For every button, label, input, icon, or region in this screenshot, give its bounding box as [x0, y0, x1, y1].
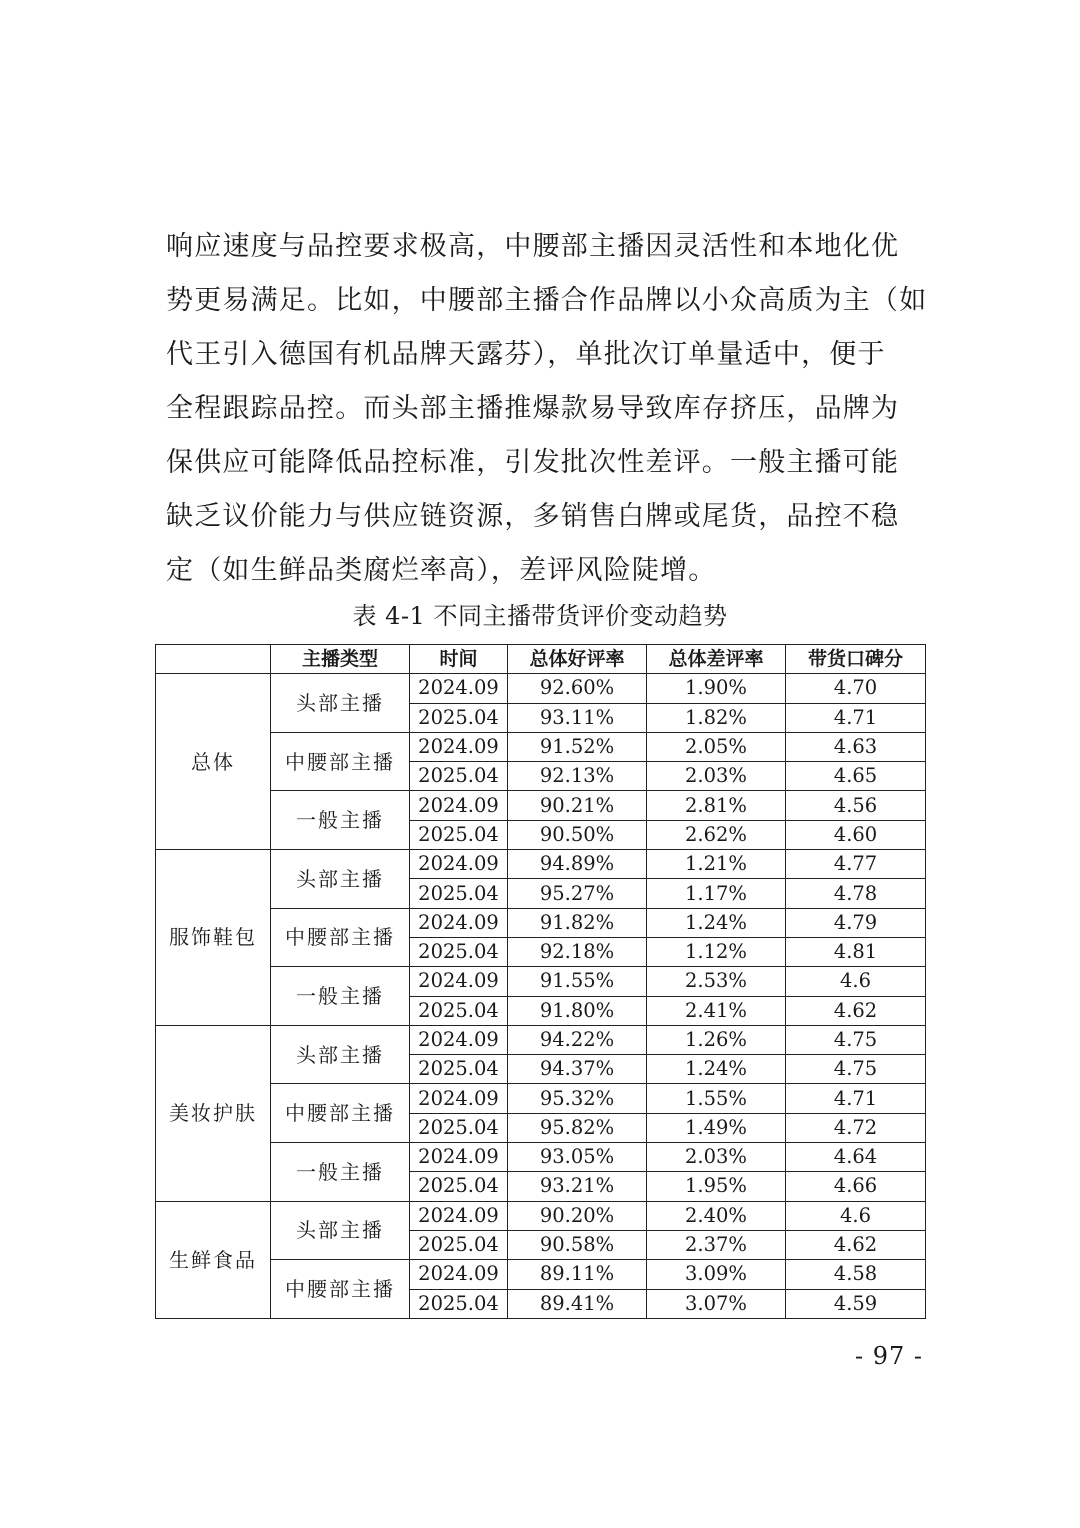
- negative-rate-cell: 1.82%: [647, 703, 786, 732]
- reputation-score-cell: 4.75: [786, 1025, 926, 1054]
- negative-rate-cell: 3.09%: [647, 1260, 786, 1289]
- host-type-cell: 中腰部主播: [271, 1260, 410, 1319]
- positive-rate-cell: 94.37%: [508, 1055, 647, 1084]
- table-row: [156, 908, 926, 937]
- header-positive-rate: 总体好评率: [508, 645, 647, 674]
- body-paragraph: [166, 220, 926, 598]
- negative-rate-cell: 1.26%: [647, 1025, 786, 1054]
- header-time: 时间: [410, 645, 508, 674]
- positive-rate-cell: 92.13%: [508, 762, 647, 791]
- reputation-score-cell: 4.59: [786, 1289, 926, 1318]
- positive-rate-cell: 95.32%: [508, 1084, 647, 1113]
- time-cell: 2024.09: [410, 908, 508, 937]
- table-body: [156, 674, 926, 1319]
- negative-rate-cell: 1.95%: [647, 1172, 786, 1201]
- table-row: [156, 1084, 926, 1113]
- negative-rate-cell: 1.24%: [647, 908, 786, 937]
- negative-rate-cell: 2.05%: [647, 732, 786, 761]
- positive-rate-cell: 93.11%: [508, 703, 647, 732]
- category-cell: 总体: [156, 674, 271, 850]
- host-type-cell: 中腰部主播: [271, 908, 410, 967]
- reputation-score-cell: 4.79: [786, 908, 926, 937]
- negative-rate-cell: 1.24%: [647, 1055, 786, 1084]
- positive-rate-cell: 90.50%: [508, 820, 647, 849]
- time-cell: 2025.04: [410, 996, 508, 1025]
- positive-rate-cell: 93.21%: [508, 1172, 647, 1201]
- reputation-score-cell: 4.81: [786, 937, 926, 966]
- header-reputation-score: 带货口碑分: [786, 645, 926, 674]
- negative-rate-cell: 2.81%: [647, 791, 786, 820]
- time-cell: 2025.04: [410, 1289, 508, 1318]
- negative-rate-cell: 2.40%: [647, 1201, 786, 1230]
- reputation-score-cell: 4.56: [786, 791, 926, 820]
- table-row: [156, 1201, 926, 1230]
- time-cell: 2024.09: [410, 1084, 508, 1113]
- positive-rate-cell: 91.80%: [508, 996, 647, 1025]
- negative-rate-cell: 2.37%: [647, 1230, 786, 1259]
- positive-rate-cell: 92.60%: [508, 674, 647, 703]
- time-cell: 2025.04: [410, 1113, 508, 1142]
- paragraph-line: 代王引入德国有机品牌天露芬），单批次订单量适中，便于: [166, 339, 886, 370]
- reputation-score-cell: 4.71: [786, 703, 926, 732]
- time-cell: 2025.04: [410, 762, 508, 791]
- negative-rate-cell: 1.49%: [647, 1113, 786, 1142]
- table-row: [156, 791, 926, 820]
- negative-rate-cell: 2.41%: [647, 996, 786, 1025]
- positive-rate-cell: 94.89%: [508, 850, 647, 879]
- time-cell: 2024.09: [410, 1260, 508, 1289]
- header-negative-rate: 总体差评率: [647, 645, 786, 674]
- negative-rate-cell: 1.55%: [647, 1084, 786, 1113]
- time-cell: 2025.04: [410, 1055, 508, 1084]
- reputation-score-cell: 4.65: [786, 762, 926, 791]
- time-cell: 2025.04: [410, 1172, 508, 1201]
- reputation-score-cell: 4.62: [786, 1230, 926, 1259]
- time-cell: 2025.04: [410, 820, 508, 849]
- positive-rate-cell: 94.22%: [508, 1025, 647, 1054]
- negative-rate-cell: 2.53%: [647, 967, 786, 996]
- negative-rate-cell: 2.03%: [647, 1143, 786, 1172]
- host-type-cell: 一般主播: [271, 791, 410, 850]
- host-type-cell: 头部主播: [271, 674, 410, 733]
- host-type-cell: 一般主播: [271, 1143, 410, 1202]
- reputation-score-cell: 4.78: [786, 879, 926, 908]
- table-caption: 表 4-1 不同主播带货评价变动趋势: [352, 602, 728, 630]
- reputation-score-cell: 4.60: [786, 820, 926, 849]
- negative-rate-cell: 1.17%: [647, 879, 786, 908]
- reputation-score-cell: 4.77: [786, 850, 926, 879]
- table-row: [156, 967, 926, 996]
- host-type-cell: 头部主播: [271, 850, 410, 909]
- negative-rate-cell: 2.62%: [647, 820, 786, 849]
- time-cell: 2024.09: [410, 732, 508, 761]
- category-cell: 美妆护肤: [156, 1025, 271, 1201]
- table-row: [156, 732, 926, 761]
- reputation-score-cell: 4.6: [786, 1201, 926, 1230]
- reputation-score-cell: 4.58: [786, 1260, 926, 1289]
- paragraph-line: 缺乏议价能力与供应链资源，多销售白牌或尾货，品控不稳: [166, 501, 900, 532]
- reputation-score-cell: 4.6: [786, 967, 926, 996]
- category-cell: 生鲜食品: [156, 1201, 271, 1318]
- header-blank: [156, 645, 271, 674]
- positive-rate-cell: 90.58%: [508, 1230, 647, 1259]
- time-cell: 2024.09: [410, 850, 508, 879]
- reputation-score-cell: 4.75: [786, 1055, 926, 1084]
- reputation-score-cell: 4.71: [786, 1084, 926, 1113]
- table-row: [156, 850, 926, 879]
- reputation-score-cell: 4.72: [786, 1113, 926, 1142]
- header-row: [156, 645, 926, 674]
- time-cell: 2024.09: [410, 967, 508, 996]
- time-cell: 2025.04: [410, 1230, 508, 1259]
- host-type-cell: 头部主播: [271, 1025, 410, 1084]
- reputation-score-cell: 4.63: [786, 732, 926, 761]
- reputation-score-cell: 4.66: [786, 1172, 926, 1201]
- table-row: [156, 1143, 926, 1172]
- positive-rate-cell: 89.11%: [508, 1260, 647, 1289]
- time-cell: 2024.09: [410, 674, 508, 703]
- positive-rate-cell: 92.18%: [508, 937, 647, 966]
- host-type-cell: 一般主播: [271, 967, 410, 1026]
- table-row: [156, 1025, 926, 1054]
- host-type-cell: 中腰部主播: [271, 732, 410, 791]
- time-cell: 2024.09: [410, 1143, 508, 1172]
- positive-rate-cell: 93.05%: [508, 1143, 647, 1172]
- paragraph-line: 全程跟踪品控。而头部主播推爆款易导致库存挤压，品牌为: [166, 393, 900, 424]
- time-cell: 2024.09: [410, 1201, 508, 1230]
- positive-rate-cell: 90.21%: [508, 791, 647, 820]
- paragraph-line: 响应速度与品控要求极高，中腰部主播因灵活性和本地化优: [166, 231, 900, 262]
- negative-rate-cell: 2.03%: [647, 762, 786, 791]
- negative-rate-cell: 1.12%: [647, 937, 786, 966]
- paragraph-line: 定（如生鲜品类腐烂率高），差评风险陡增。: [166, 555, 717, 586]
- paragraph-line: 势更易满足。比如，中腰部主播合作品牌以小众高质为主（如: [166, 285, 928, 316]
- positive-rate-cell: 95.27%: [508, 879, 647, 908]
- table-row: [156, 674, 926, 703]
- reputation-score-cell: 4.64: [786, 1143, 926, 1172]
- time-cell: 2025.04: [410, 937, 508, 966]
- time-cell: 2025.04: [410, 879, 508, 908]
- table-row: [156, 1260, 926, 1289]
- positive-rate-cell: 91.52%: [508, 732, 647, 761]
- positive-rate-cell: 95.82%: [508, 1113, 647, 1142]
- reputation-score-cell: 4.62: [786, 996, 926, 1025]
- positive-rate-cell: 90.20%: [508, 1201, 647, 1230]
- negative-rate-cell: 3.07%: [647, 1289, 786, 1318]
- host-type-cell: 头部主播: [271, 1201, 410, 1260]
- table-header: [156, 645, 926, 674]
- positive-rate-cell: 91.82%: [508, 908, 647, 937]
- category-cell: 服饰鞋包: [156, 850, 271, 1026]
- time-cell: 2025.04: [410, 703, 508, 732]
- review-trend-table: [155, 644, 926, 1319]
- positive-rate-cell: 89.41%: [508, 1289, 647, 1318]
- time-cell: 2024.09: [410, 1025, 508, 1054]
- page-number: - 97 -: [855, 1342, 924, 1370]
- reputation-score-cell: 4.70: [786, 674, 926, 703]
- negative-rate-cell: 1.21%: [647, 850, 786, 879]
- header-host-type: 主播类型: [271, 645, 410, 674]
- host-type-cell: 中腰部主播: [271, 1084, 410, 1143]
- negative-rate-cell: 1.90%: [647, 674, 786, 703]
- paragraph-line: 保供应可能降低品控标准，引发批次性差评。一般主播可能: [166, 447, 900, 478]
- time-cell: 2024.09: [410, 791, 508, 820]
- positive-rate-cell: 91.55%: [508, 967, 647, 996]
